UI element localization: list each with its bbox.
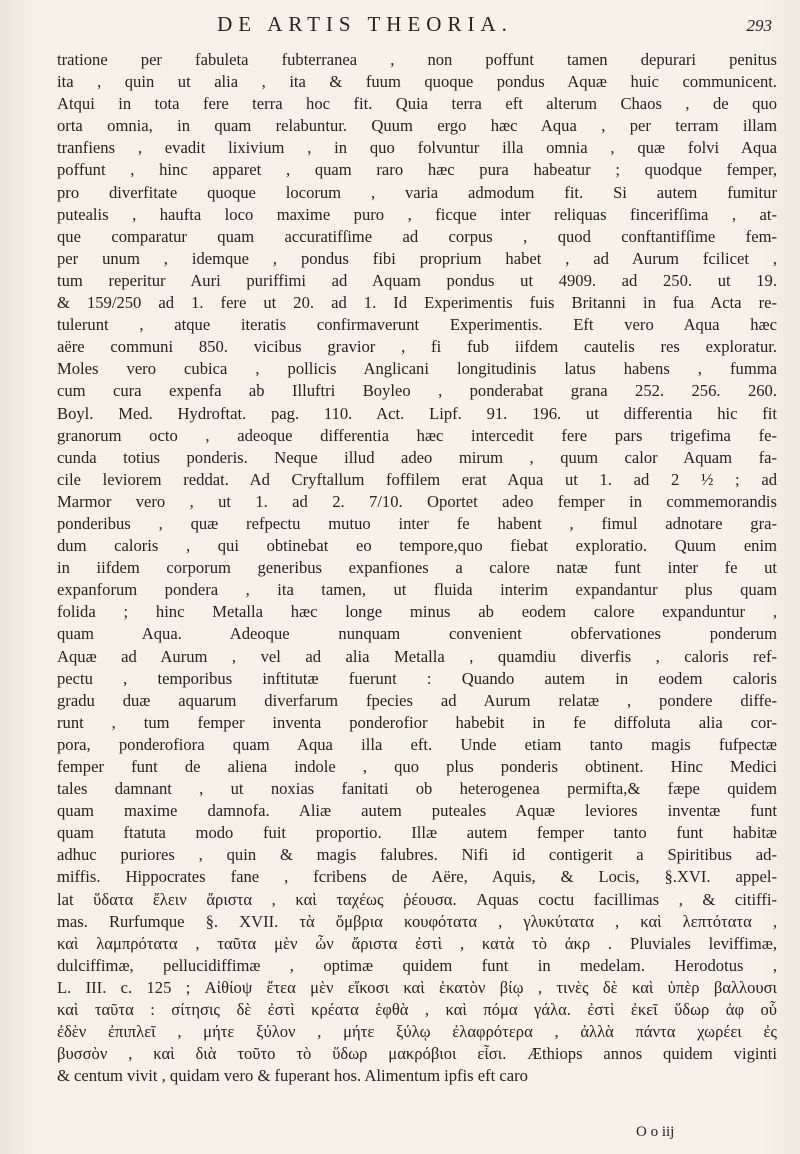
text-line: tranfiens , evadit lixivium , in quo folvuntur illa omnia , quæ folvi Aqua	[57, 138, 777, 158]
text-line: & centum vivit , quidam vero & fuperant hos. Alimentum ipfis eft caro	[57, 1066, 528, 1086]
text-line: pora, ponderofiora quam Aqua illa eft. Unde etiam tanto magis fufpectæ	[57, 734, 777, 754]
text-line: quam maxime damnofa. Aliæ autem puteales Aquæ leviores inventæ funt	[57, 801, 777, 821]
text-line: quam Aqua. Adeoque nunquam convenient obfervationes ponderum	[57, 624, 777, 644]
signature-mark: O o iij	[636, 1124, 675, 1140]
text-line: dulciffimæ, pellucidiffimæ , optimæ quidem funt in medelam. Herodotus ,	[57, 955, 777, 975]
text-line: tum reperitur Auri puriffimi ad Aquam pondus ut 4909. ad 250. ut 19.	[57, 270, 777, 290]
text-line: & 159/250 ad 1. fere ut 20. ad 1. Id Experimentis fuis Britanni in fua Acta re-	[57, 293, 777, 313]
text-line: cile leviorem reddat. Ad Cryftallum foffilem erat Aqua ut 1. ad 2 ½ ; ad	[57, 469, 777, 489]
text-line: lat ὕδατα ἔλειν ἄριστα , καὶ ταχέως ῥέουσα. Aquas coctu facillimas , & citiffi-	[57, 889, 777, 909]
text-line: gradu duæ aquarum diverfarum fpecies ad Aurum relatæ , pondere diffe-	[57, 690, 777, 710]
body-text	[57, 49, 777, 1087]
page-footer	[0, 1124, 800, 1150]
text-line: miffis. Hippocrates fane , fcribens de Aëre, Aquis, & Locis, §.XVI. appel-	[57, 867, 777, 887]
text-line: Moles vero cubica , pollicis Anglicani longitudinis latus habens , fumma	[57, 359, 777, 379]
text-line: que comparatur quam accuratifſime ad corpus , quod conftantifſime fem-	[57, 226, 777, 246]
text-line: tratione per fabuleta fubterranea , non poffunt tamen depurari penitus	[57, 50, 777, 69]
text-line: Boyl. Med. Hydroftat. pag. 110. Act. Lipf. 91. 196. ut differentia hic fit	[57, 403, 777, 423]
text-line: putealis , haufta loco maxime puro , ficque inter reliquas fincerifſima , at-	[57, 204, 777, 224]
text-line: ponderibus , quæ refpectu mutuo inter fe habent , fimul adnotare gra-	[57, 513, 777, 533]
running-title: DE ARTIS THEORIA.	[217, 12, 513, 36]
text-line: cum cura expenfa ab Illuftri Boyleo , ponderabat grana 252. 256. 260.	[57, 381, 777, 401]
text-line: granorum octo , adeoque differentia hæc intercedit fere pars trigefima fe-	[57, 425, 777, 445]
text-line: pro diverfitate quoque locorum , varia admodum fit. Si autem fumitur	[57, 182, 777, 202]
text-line: poffunt , hinc apparet , quam raro hæc pura habeatur ; quodque femper,	[57, 160, 777, 180]
text-line: Atqui in tota fere terra hoc fit. Quia terra eft alterum Chaos , de quo	[57, 94, 777, 114]
text-line: folida ; hinc Metalla hæc longe minus ab eodem calore expanduntur ,	[57, 602, 777, 622]
text-line: tulerunt , atque iteratis confirmaverunt Experimentis. Eft vero Aqua hæc	[57, 315, 777, 335]
page-number: 293	[746, 16, 772, 35]
text-line: βυσσὸν , καὶ διὰ τοῦτο τὸ ὕδωρ μακρόβιοι εἶσι. Æthiops annos quidem viginti	[57, 1044, 777, 1064]
page-header	[0, 8, 800, 48]
text-line: ἐδὲν ἐπιπλεῖ , μήτε ξύλον , μήτε ξύλῳ ἐλαφρότερα , ἀλλὰ πάντα χωρέει ἐς	[57, 1022, 777, 1042]
text-line: orta omnia, in quam relabuntur. Quum ergo hæc Aqua , per terram illam	[57, 116, 777, 136]
text-line: καὶ λαμπρότατα , ταῦτα μὲν ὦν ἄριστα ἐστὶ , κατὰ τὸ ἀκρ . Pluviales leviffimæ,	[57, 933, 777, 953]
text-line: Aquæ ad Aurum , vel ad alia Metalla , quamdiu diverfis , caloris ref-	[57, 646, 777, 666]
text-line: dum caloris , qui obtinebat eo tempore,quo fiebat exploratio. Quum enim	[57, 536, 777, 556]
text-line: runt , tum femper inventa ponderofior habebit in fe diffoluta alia cor-	[57, 712, 777, 732]
text-line: femper funt de aliena indole , quo plus ponderis obtinent. Hinc Medici	[57, 757, 777, 776]
text-line: in iifdem corporum generibus expanfiones a calore natæ funt inter fe ut	[57, 558, 777, 578]
text-line: mas. Rurfumque §. XVII. τὰ ὄμβρια κουφότατα , γλυκύτατα , καὶ λεπτότατα ,	[57, 911, 777, 931]
text-line: aëre communi 850. vicibus gravior , fi fub iifdem cautelis res exploratur.	[57, 337, 777, 357]
text-line: expanforum pondera , ita tamen, ut fluida interim expandantur plus quam	[57, 580, 777, 600]
text-line: cunda totius ponderis. Neque illud adeo mirum , quum calor Aquam fa-	[57, 447, 777, 467]
text-line: καὶ ταῦτα : σίτησις δὲ ἐστὶ κρέατα ἑφθὰ , καὶ πόμα γάλα. ἐστὶ ἐκεῖ ὕδωρ ἀφ οὗ	[57, 1000, 777, 1020]
text-line: tales damnant , ut noxias fanitati ob heterogenea permifta,& fæpe quidem	[57, 779, 777, 799]
text-line: ita , quin ut alia , ita & fuum quoque pondus Aquæ huic communicent.	[57, 72, 777, 92]
text-line: L. III. c. 125 ; Αἰθίοψ ἔτεα μὲν εἴκοσι καὶ ἑκατὸν βίῳ , τινὲς δὲ καὶ ὑπὲρ βαλλουσι	[57, 977, 777, 997]
text-line: Marmor vero , ut 1. ad 2. 7/10. Oportet adeo femper in commemorandis	[57, 491, 777, 511]
text-line: per unum , idemque , pondus fibi proprium habet , ad Aurum fcilicet ,	[57, 248, 777, 268]
text-line: pectu , temporibus inftitutæ fuerunt : Quando autem in eodem caloris	[57, 668, 777, 688]
text-line: quam ftatuta modo fuit proportio. Illæ autem femper tanto funt habitæ	[57, 823, 777, 843]
text-line: adhuc puriores , quin & magis falubres. Nifi id contigerit a Spiritibus ad-	[57, 845, 777, 865]
